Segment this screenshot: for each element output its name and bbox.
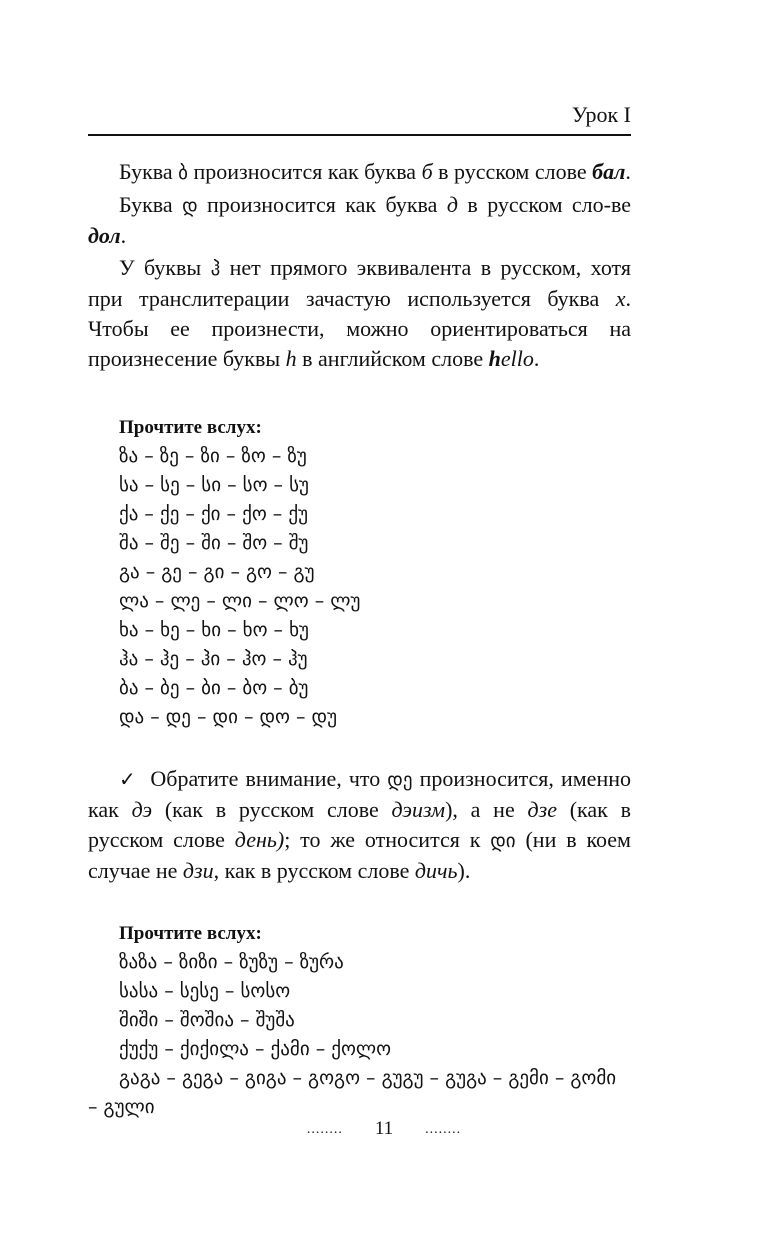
text: (как в русском слове	[88, 797, 631, 852]
text: . Чтобы ее произнести, можно ориентироваться на произнесение буквы	[88, 286, 631, 371]
text: нет прямого эквивалента в русском, хотя при транслитерации зачастую используется буква	[88, 255, 631, 311]
italic-text: дичь	[414, 858, 458, 883]
paragraph-letter-d	[88, 190, 631, 251]
syllable-row: და – დე – დი – დო – დუ	[119, 706, 338, 728]
syllable-row: გა – გე – გი – გო – გუ	[119, 561, 315, 583]
syllable-row: სა – სე – სი – სო – სუ	[119, 474, 309, 496]
paragraph-letter-h	[88, 253, 631, 374]
syllable-list	[88, 442, 631, 732]
text: ).	[457, 858, 471, 883]
word-row: გაგა – გეგა – გიგა – გოგო – გუგუ – გუგა – გემი – გომი – გული	[88, 1067, 617, 1118]
text: Обратите внимание, что	[143, 766, 388, 791]
italic-text: дзе	[527, 797, 557, 822]
georgian-syllable: დე	[387, 769, 413, 791]
syllable-row: ქა – ქე – ქი – ქო – ქუ	[119, 503, 309, 525]
text: (ни в коем случае не	[88, 827, 631, 883]
text: ; то же относится к	[284, 827, 491, 852]
text: ), а не	[445, 797, 528, 822]
georgian-letter: ჰ	[210, 258, 221, 280]
word-row: სასა – სესე – სოსო	[119, 980, 291, 1002]
footer-dots-left: ........	[306, 1121, 343, 1137]
exercise-heading: Прочтите вслух:	[119, 417, 262, 438]
syllable-row: ხა – ხე – ხი – ხო – ხუ	[119, 619, 309, 641]
text: , как в русском слове	[213, 858, 415, 883]
text: произносится, именно как	[88, 766, 631, 822]
page-header	[88, 100, 631, 136]
example-word: дол	[88, 223, 121, 248]
text: Буква	[119, 192, 183, 217]
text: .	[533, 346, 540, 371]
italic-text: дзи	[182, 858, 214, 883]
text: Буква	[119, 159, 179, 184]
text: в английском слове	[296, 346, 489, 371]
checkmark-icon: ✓	[119, 767, 138, 791]
text: .	[625, 159, 631, 184]
georgian-letter: დ	[182, 195, 198, 217]
example-word-rest: ello	[500, 346, 534, 371]
text: произносится как буква	[197, 192, 447, 217]
footer-dots-right: ........	[425, 1121, 462, 1137]
text: в русском слове	[432, 159, 593, 184]
paragraph-letter-b	[88, 157, 631, 188]
exercise-words	[88, 922, 631, 1122]
georgian-syllable: დი	[490, 830, 516, 852]
pronunciation-note	[88, 764, 631, 886]
syllable-row: ზა – ზე – ზი – ზო – ზუ	[119, 445, 307, 467]
text: У буквы	[119, 255, 211, 280]
georgian-letter: ბ	[178, 162, 188, 184]
russian-letter: б	[421, 159, 433, 184]
syllable-row: ლა – ლე – ლი – ლო – ლუ	[119, 590, 361, 612]
example-word-bold-part: h	[488, 346, 501, 371]
syllable-row: ბა – ბე – ბი – ბო – ბუ	[119, 677, 309, 699]
italic-text: дэ	[131, 797, 153, 822]
exercise-heading: Прочтите вслух:	[119, 923, 262, 944]
page-footer	[0, 1118, 768, 1140]
lesson-title: Урок I	[571, 102, 631, 127]
syllable-row: ჰა – ჰე – ჰი – ჰო – ჰუ	[119, 648, 308, 670]
syllable-row: შა – შე – ში – შო – შუ	[119, 532, 309, 554]
exercise-syllables	[88, 416, 631, 732]
russian-letter: х	[615, 286, 626, 311]
word-row: შიში – შოშია – შუშა	[119, 1009, 295, 1031]
page-number: 11	[374, 1118, 394, 1139]
word-row: ქუქუ – ქიქილა – ქამი – ქოლო	[119, 1038, 392, 1060]
italic-text: день)	[234, 827, 285, 852]
word-list	[88, 948, 631, 1122]
text: произносится как буква	[187, 159, 422, 184]
text: .	[120, 223, 127, 248]
page-content	[88, 157, 631, 1122]
word-row: ზაზა – ზიზი – ზუზუ – ზურა	[119, 951, 344, 973]
text: (как в русском слове	[152, 797, 392, 822]
english-letter: h	[285, 346, 297, 371]
example-word: бал	[592, 159, 626, 184]
italic-text: дэизм	[391, 797, 446, 822]
russian-letter: д	[446, 192, 458, 217]
text: в русском сло-ве	[457, 192, 632, 217]
